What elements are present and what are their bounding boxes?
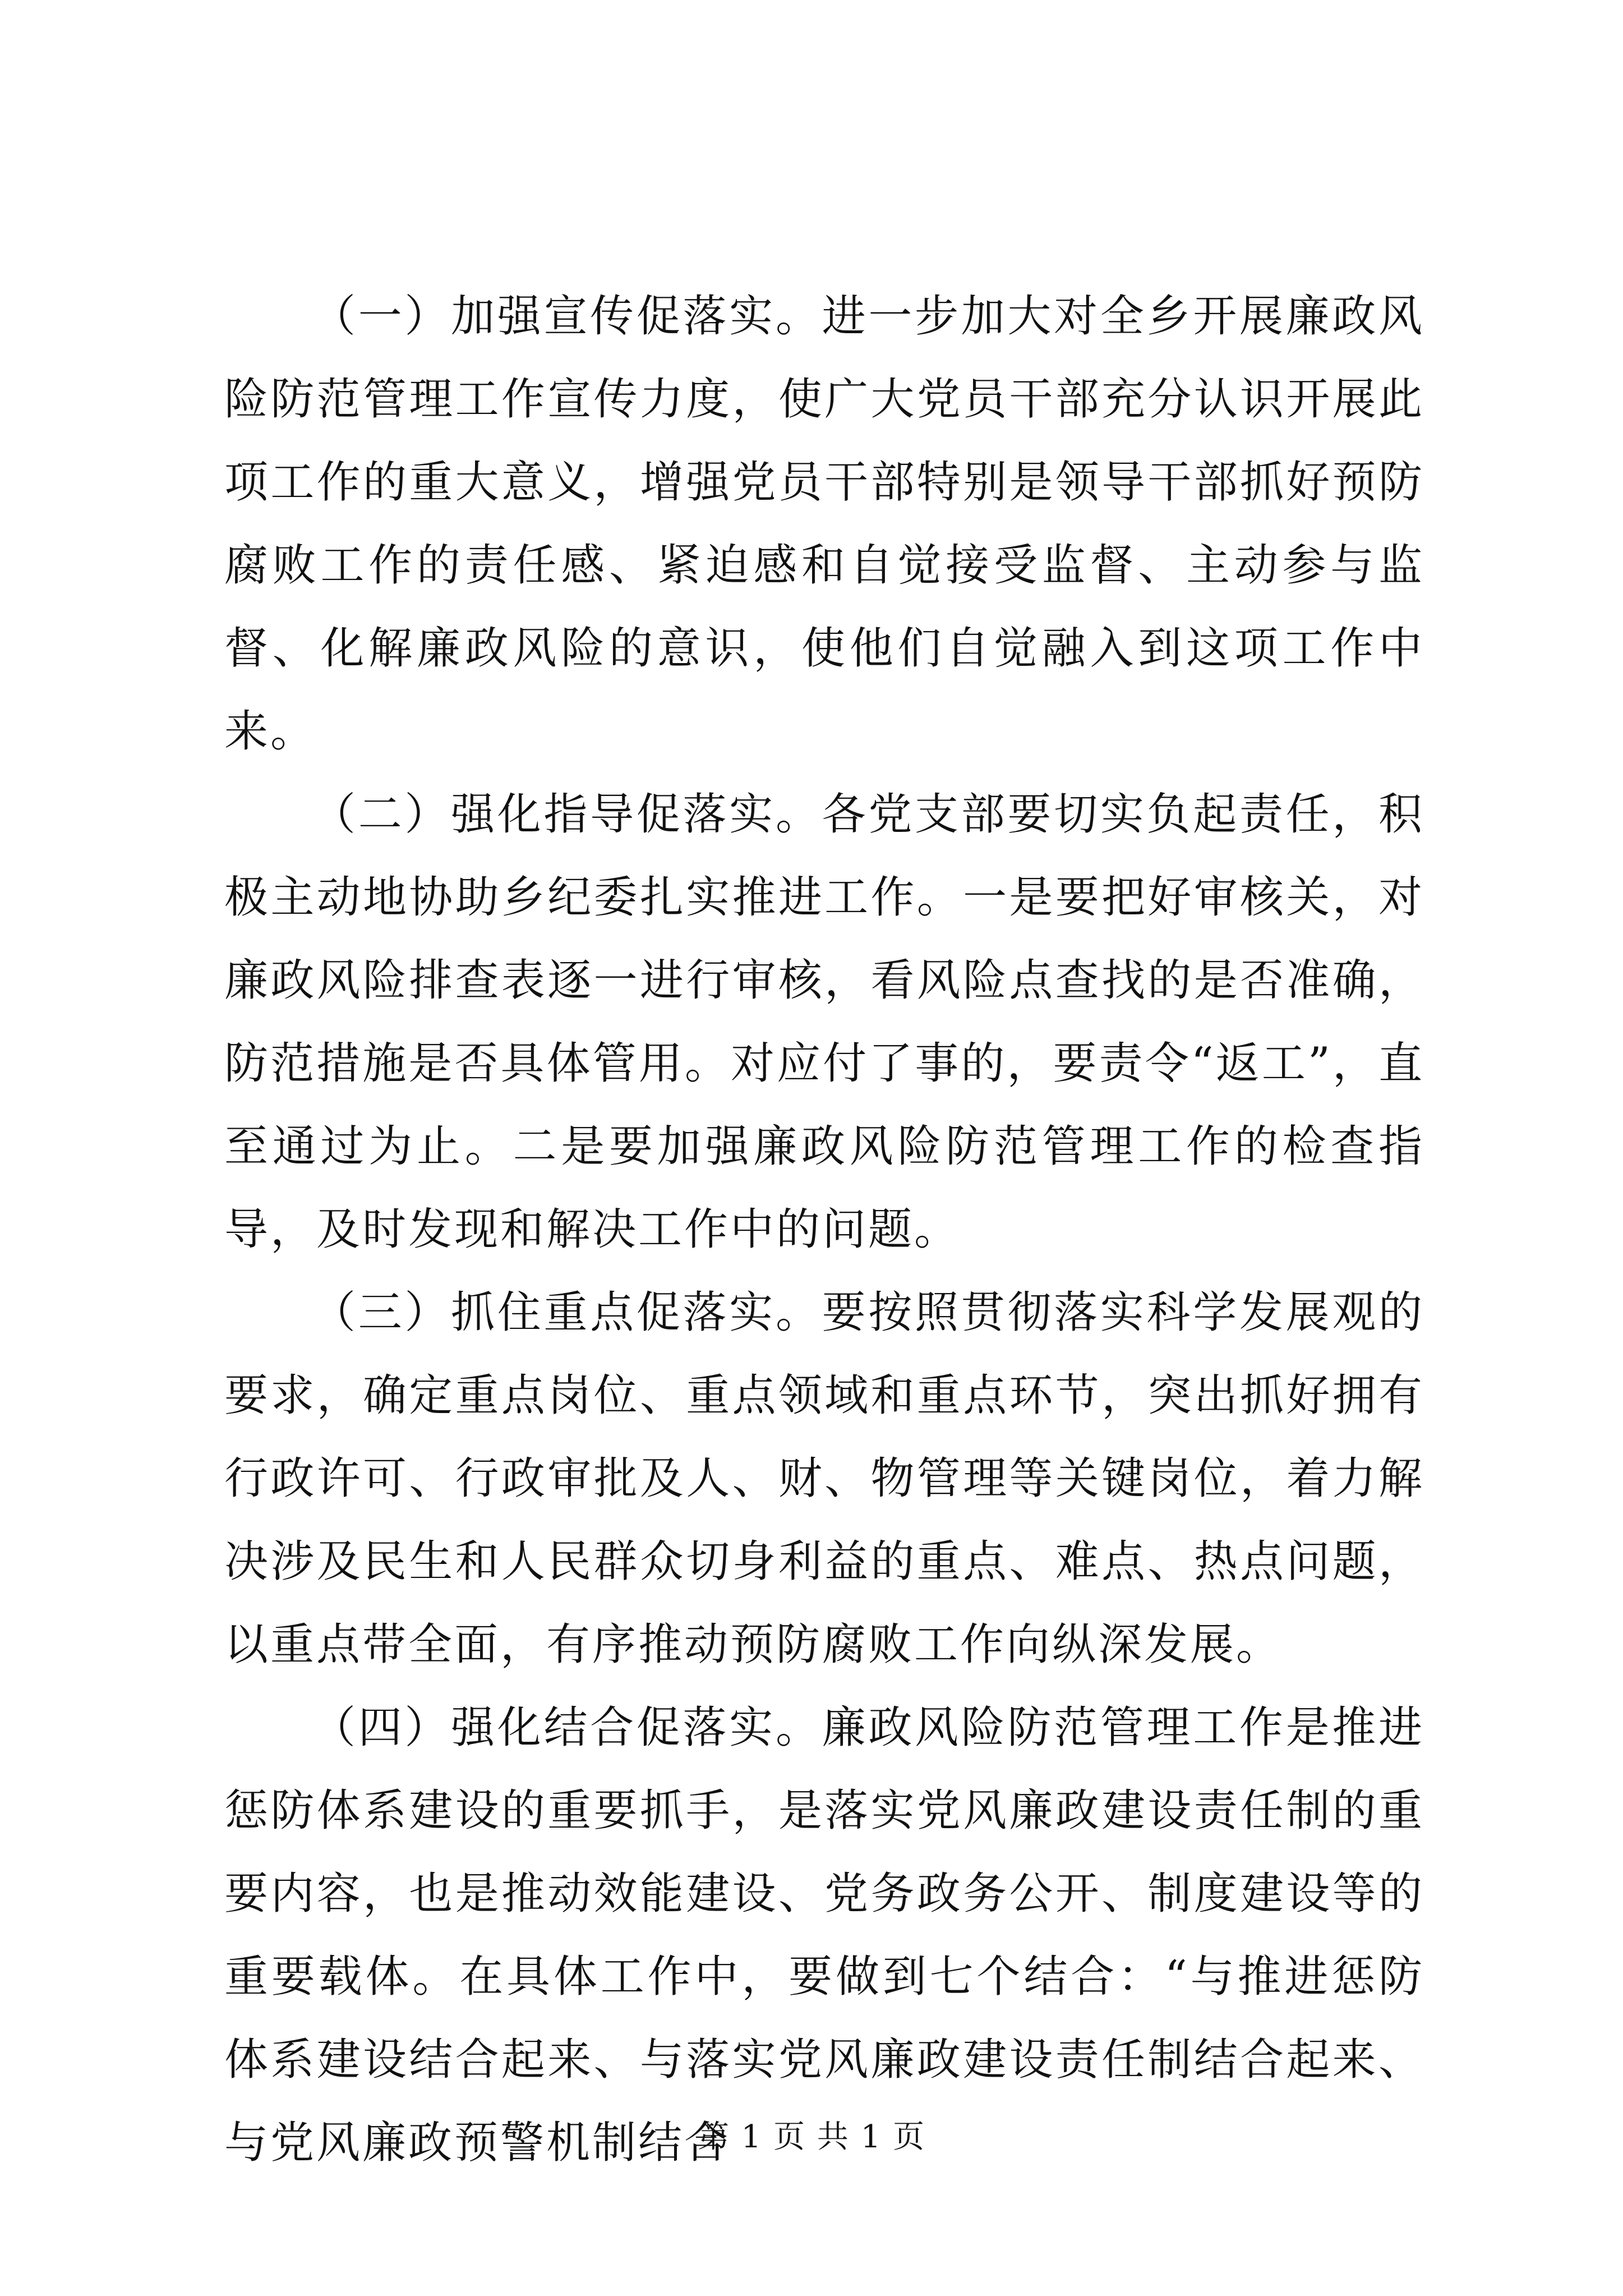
page-footer: 第 1 页 共 1 页 bbox=[697, 2119, 926, 2155]
document-body bbox=[224, 275, 1424, 2184]
paragraph-4: （四）强化结合促落实。廉政风险防范管理工作是推进惩防体系建设的重要抓手，是落实党风廉政建设责任制的重要内容，也是推动效能建设、党务政务公开、制度建设等的重要载体。在具体工作中，要做到七个结合：“与推进惩防体系建设结合起来、与落实党风廉政建设责任制结合起来、与党风廉政预警机制结合 bbox=[224, 1703, 1424, 2168]
paragraph-1: （一）加强宣传促落实。进一步加大对全乡开展廉政风险防范管理工作宣传力度，使广大党员干部充分认识开展此项工作的重大意义，增强党员干部特别是领导干部抓好预防腐败工作的责任感、紧迫感和自觉接受监督、主动参与监督、化解廉政风险的意识，使他们自觉融入到这项工作中来。 bbox=[224, 291, 1424, 757]
paragraph-2: （二）强化指导促落实。各党支部要切实负起责任，积极主动地协助乡纪委扎实推进工作。一是要把好审核关，对廉政风险排查表逐一进行审核，看风险点查找的是否准确，防范措施是否具体管用。对应付了事的，要责令“返工”，直至通过为止。二是要加强廉政风险防范管理工作的检查指导，及时发现和解决工作中的问题。 bbox=[224, 789, 1424, 1255]
paragraph-3: （三）抓住重点促落实。要按照贯彻落实科学发展观的要求，确定重点岗位、重点领域和重点环节，突出抓好拥有行政许可、行政审批及人、财、物管理等关键岗位，着力解决涉及民生和人民群众切身利益的重点、难点、热点问题，以重点带全面，有序推动预防腐败工作向纵深发展。 bbox=[224, 1287, 1424, 1670]
